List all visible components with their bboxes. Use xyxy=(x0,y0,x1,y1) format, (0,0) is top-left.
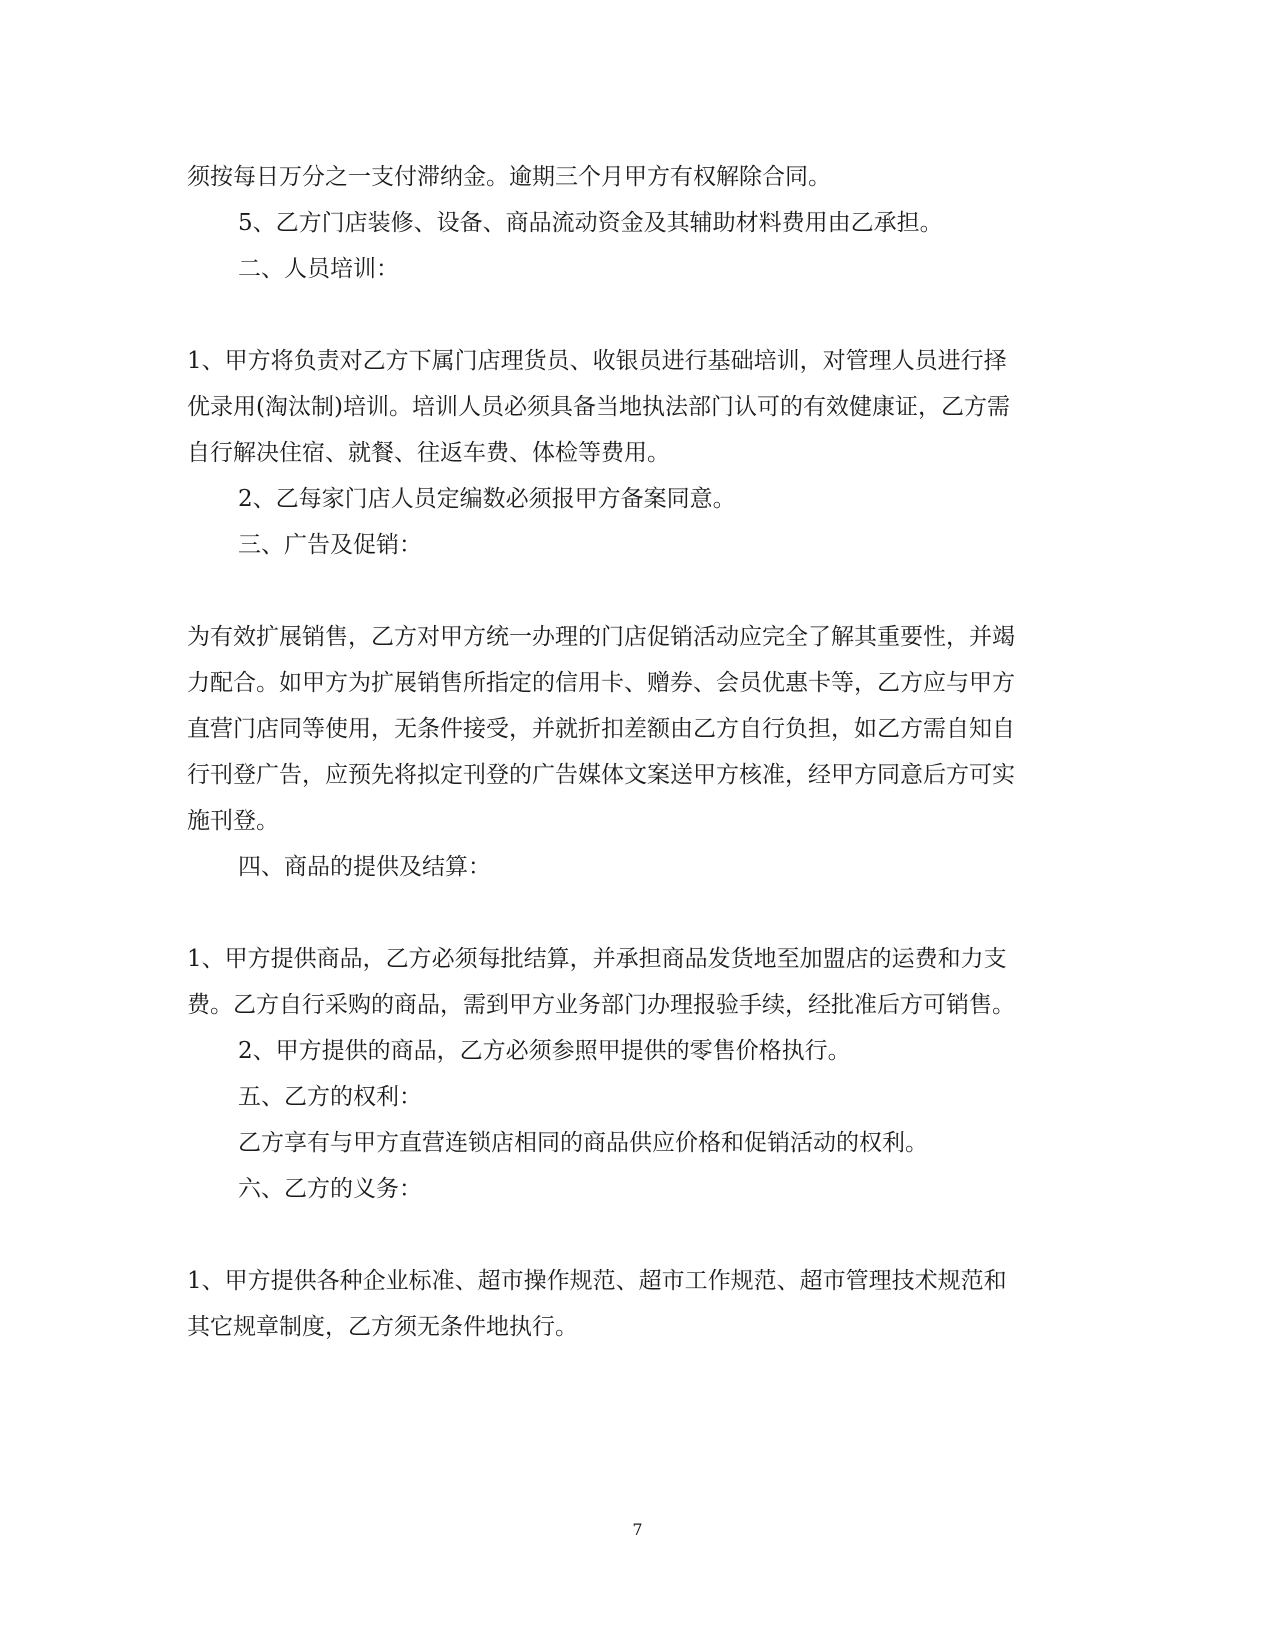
text-line-7: 2、乙每家门店人员定编数必须报甲方备案同意。 xyxy=(238,486,736,512)
section-heading-4: 四、商品的提供及结算： xyxy=(238,854,491,880)
text-line-1: 须按每日万分之一支付滞纳金。逾期三个月甲方有权解除合同。 xyxy=(187,164,831,190)
section-heading-2: 二、人员培训： xyxy=(238,256,399,282)
section-heading-3: 三、广告及促销： xyxy=(238,532,422,558)
section-heading-5: 五、乙方的权利： xyxy=(238,1084,422,1110)
text-line-17: 2、甲方提供的商品，乙方必须参照甲提供的零售价格执行。 xyxy=(238,1038,851,1064)
text-line-6: 自行解决住宿、就餐、往返车费、体检等费用。 xyxy=(187,440,670,466)
text-line-21: 1、甲方提供各种企业标准、超市操作规范、超市工作规范、超市管理技术规范和 xyxy=(187,1268,1007,1294)
text-line-10: 力配合。如甲方为扩展销售所指定的信用卡、赠券、会员优惠卡等，乙方应与甲方 xyxy=(187,670,1015,696)
section-heading-6: 六、乙方的义务： xyxy=(238,1176,422,1202)
text-line-22: 其它规章制度，乙方须无条件地执行。 xyxy=(187,1314,578,1340)
text-line-16: 费。乙方自行采购的商品，需到甲方业务部门办理报验手续，经批准后方可销售。 xyxy=(187,992,1015,1018)
text-line-13: 施刊登。 xyxy=(187,808,279,834)
text-line-15: 1、甲方提供商品，乙方必须每批结算，并承担商品发货地至加盟店的运费和力支 xyxy=(187,946,1007,972)
text-line-9: 为有效扩展销售，乙方对甲方统一办理的门店促销活动应完全了解其重要性，并竭 xyxy=(187,624,1015,650)
text-line-4: 1、甲方将负责对乙方下属门店理货员、收银员进行基础培训，对管理人员进行择 xyxy=(187,348,1007,374)
text-line-12: 行刊登广告，应预先将拟定刊登的广告媒体文案送甲方核准，经甲方同意后方可实 xyxy=(187,762,1015,788)
text-line-5: 优录用(淘汰制)培训。培训人员必须具备当地执法部门认可的有效健康证，乙方需 xyxy=(187,394,1010,420)
text-line-11: 直营门店同等使用，无条件接受，并就折扣差额由乙方自行负担，如乙方需自知自 xyxy=(187,716,1015,742)
page-number: 7 xyxy=(632,1520,643,1539)
text-line-2: 5、乙方门店装修、设备、商品流动资金及其辅助材料费用由乙承担。 xyxy=(238,210,943,236)
text-line-19: 乙方享有与甲方直营连锁店相同的商品供应价格和促销活动的权利。 xyxy=(238,1130,928,1156)
